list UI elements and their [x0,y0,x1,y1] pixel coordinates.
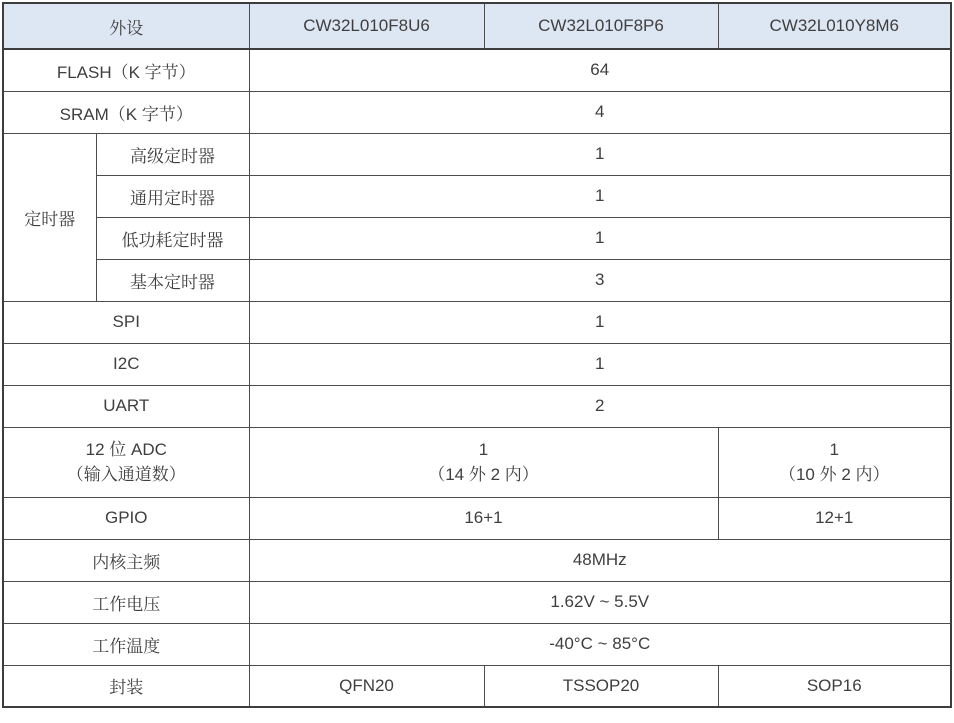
flash-label: FLASH（K 字节） [3,49,249,91]
row-uart [3,385,951,427]
flash-value: 64 [249,49,951,91]
adc-label-line1: 12 位 ADC [85,439,167,459]
row-timer-basic [3,259,951,301]
timer-general-value: 1 [249,175,951,217]
row-sram [3,91,951,133]
adc-channels: （14 外 2 内） [428,465,539,484]
row-timer-general [3,175,951,217]
header-chip-cw32l010f8p6: CW32L010F8P6 [484,3,718,49]
row-core-freq [3,539,951,581]
temperature-label: 工作温度 [3,623,249,665]
adc-value-f8u6-f8p6 [249,427,718,497]
header-peripheral: 外设 [3,3,249,49]
temperature-value: -40°C ~ 85°C [249,623,951,665]
timer-low-power-value: 1 [249,217,951,259]
timer-advanced-label: 高级定时器 [96,133,249,175]
row-i2c [3,343,951,385]
i2c-value: 1 [249,343,951,385]
spi-value: 1 [249,301,951,343]
voltage-label: 工作电压 [3,581,249,623]
timer-basic-label: 基本定时器 [96,259,249,301]
package-value-f8p6: TSSOP20 [484,665,718,707]
package-label: 封装 [3,665,249,707]
timer-advanced-value: 1 [249,133,951,175]
adc-label-line2: （输入通道数） [66,465,186,484]
timer-low-power-label: 低功耗定时器 [96,217,249,259]
uart-value: 2 [249,385,951,427]
adc-channels: （10 外 2 内） [778,465,890,484]
row-timer-advanced [3,133,951,175]
gpio-label: GPIO [3,497,249,539]
sram-label: SRAM（K 字节） [3,91,249,133]
mcu-spec-table [2,2,952,708]
sram-value: 4 [249,91,951,133]
timer-general-label: 通用定时器 [96,175,249,217]
gpio-value-y8m6: 12+1 [718,497,951,539]
adc-value-y8m6 [718,427,951,497]
row-package [3,665,951,707]
header-row [3,3,951,49]
timer-basic-value: 3 [249,259,951,301]
timer-group-label: 定时器 [3,133,96,301]
uart-label: UART [3,385,249,427]
spi-label: SPI [3,301,249,343]
header-chip-cw32l010f8u6: CW32L010F8U6 [249,3,484,49]
row-voltage [3,581,951,623]
row-adc [3,427,951,497]
row-gpio [3,497,951,539]
voltage-value: 1.62V ~ 5.5V [249,581,951,623]
header-chip-cw32l010y8m6: CW32L010Y8M6 [718,3,951,49]
package-value-y8m6: SOP16 [718,665,951,707]
adc-label [3,427,249,497]
row-timer-low-power [3,217,951,259]
row-spi [3,301,951,343]
i2c-label: I2C [3,343,249,385]
adc-count: 1 [478,439,489,459]
row-flash [3,49,951,91]
row-temperature [3,623,951,665]
adc-count: 1 [829,439,839,459]
package-value-f8u6: QFN20 [249,665,484,707]
gpio-value-f8u6-f8p6: 16+1 [249,497,718,539]
core-freq-label: 内核主频 [3,539,249,581]
core-freq-value: 48MHz [249,539,951,581]
